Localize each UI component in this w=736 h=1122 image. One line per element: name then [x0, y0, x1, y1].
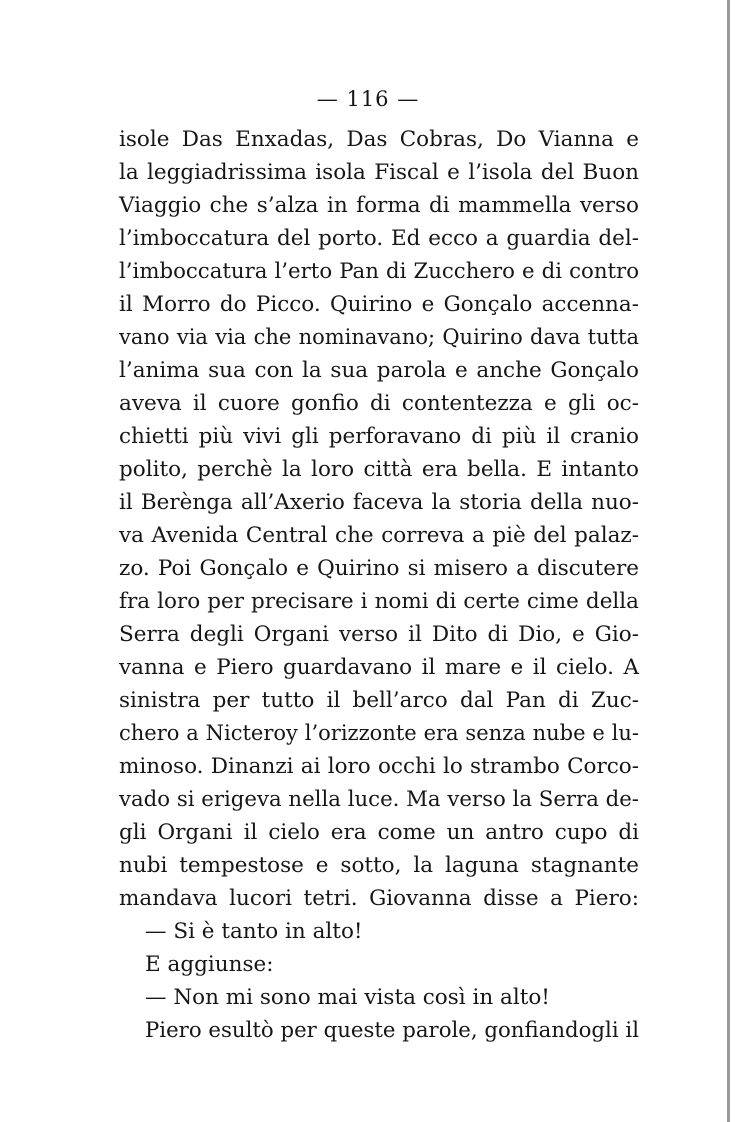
text-line: il Berènga all’Axerio faceva la storia della nuo- [119, 490, 639, 515]
text-line: chietti più vivi gli perforavano di più il cranio [119, 424, 639, 449]
text-line: l’anima sua con la sua parola e anche Gonçalo [119, 358, 639, 383]
text-line: E aggiunse: [145, 952, 274, 977]
text-line: chero a Nicteroy l’orizzonte era senza nube e lu- [119, 721, 639, 745]
text-line: Viaggio che s’alza in forma di mammella verso [119, 193, 639, 218]
text-line: la leggiadrissima isola Fiscal e l’isola del Buon [119, 160, 639, 185]
text-line: sinistra per tutto il bell’arco dal Pan di Zuc- [119, 688, 639, 713]
text-line: mandava lucori tetri. Giovanna disse a Piero: [119, 886, 639, 911]
text-line: minoso. Dinanzi ai loro occhi lo strambo Corco- [119, 754, 639, 779]
text-line: l’imboccatura l’erto Pan di Zucchero e di contro [119, 259, 639, 284]
body-text [119, 123, 639, 1047]
text-line: polito, perchè la loro città era bella. E intanto [119, 457, 639, 482]
text-line: isole Das Enxadas, Das Cobras, Do Vianna e [119, 127, 639, 152]
text-line: l’imboccatura del porto. Ed ecco a guardia del- [119, 226, 639, 251]
text-line: zo. Poi Gonçalo e Quirino si misero a discutere [119, 556, 639, 581]
dialogue-line: — Si è tanto in alto! [145, 919, 363, 944]
text-line: Piero esultò per queste parole, gonfiandogli il [145, 1018, 639, 1043]
text-line: vano via via che nominavano; Quirino dava tutta [119, 325, 639, 349]
text-line: va Avenida Central che correva a piè del palaz- [119, 523, 639, 548]
text-line: aveva il cuore gonfio di contentezza e gli oc- [119, 391, 639, 416]
text-line: Serra degli Organi verso il Dito di Dio, e Gio- [119, 622, 639, 647]
page-edge-shadow [727, 0, 730, 1122]
text-line: vanna e Piero guardavano il mare e il cielo. A [119, 655, 639, 680]
text-line: il Morro do Picco. Quirino e Gonçalo accenna- [119, 292, 639, 317]
dialogue-line: — Non mi sono mai vista così in alto! [145, 985, 550, 1010]
page-number: — 116 — [316, 87, 420, 111]
text-line: vado si erigeva nella luce. Ma verso la Serra de- [119, 787, 639, 812]
text-line: nubi tempestose e sotto, la laguna stagnante [119, 853, 639, 878]
text-line: fra loro per precisare i nomi di certe cime della [119, 589, 639, 614]
text-line: gli Organi il cielo era come un antro cupo di [119, 820, 639, 845]
